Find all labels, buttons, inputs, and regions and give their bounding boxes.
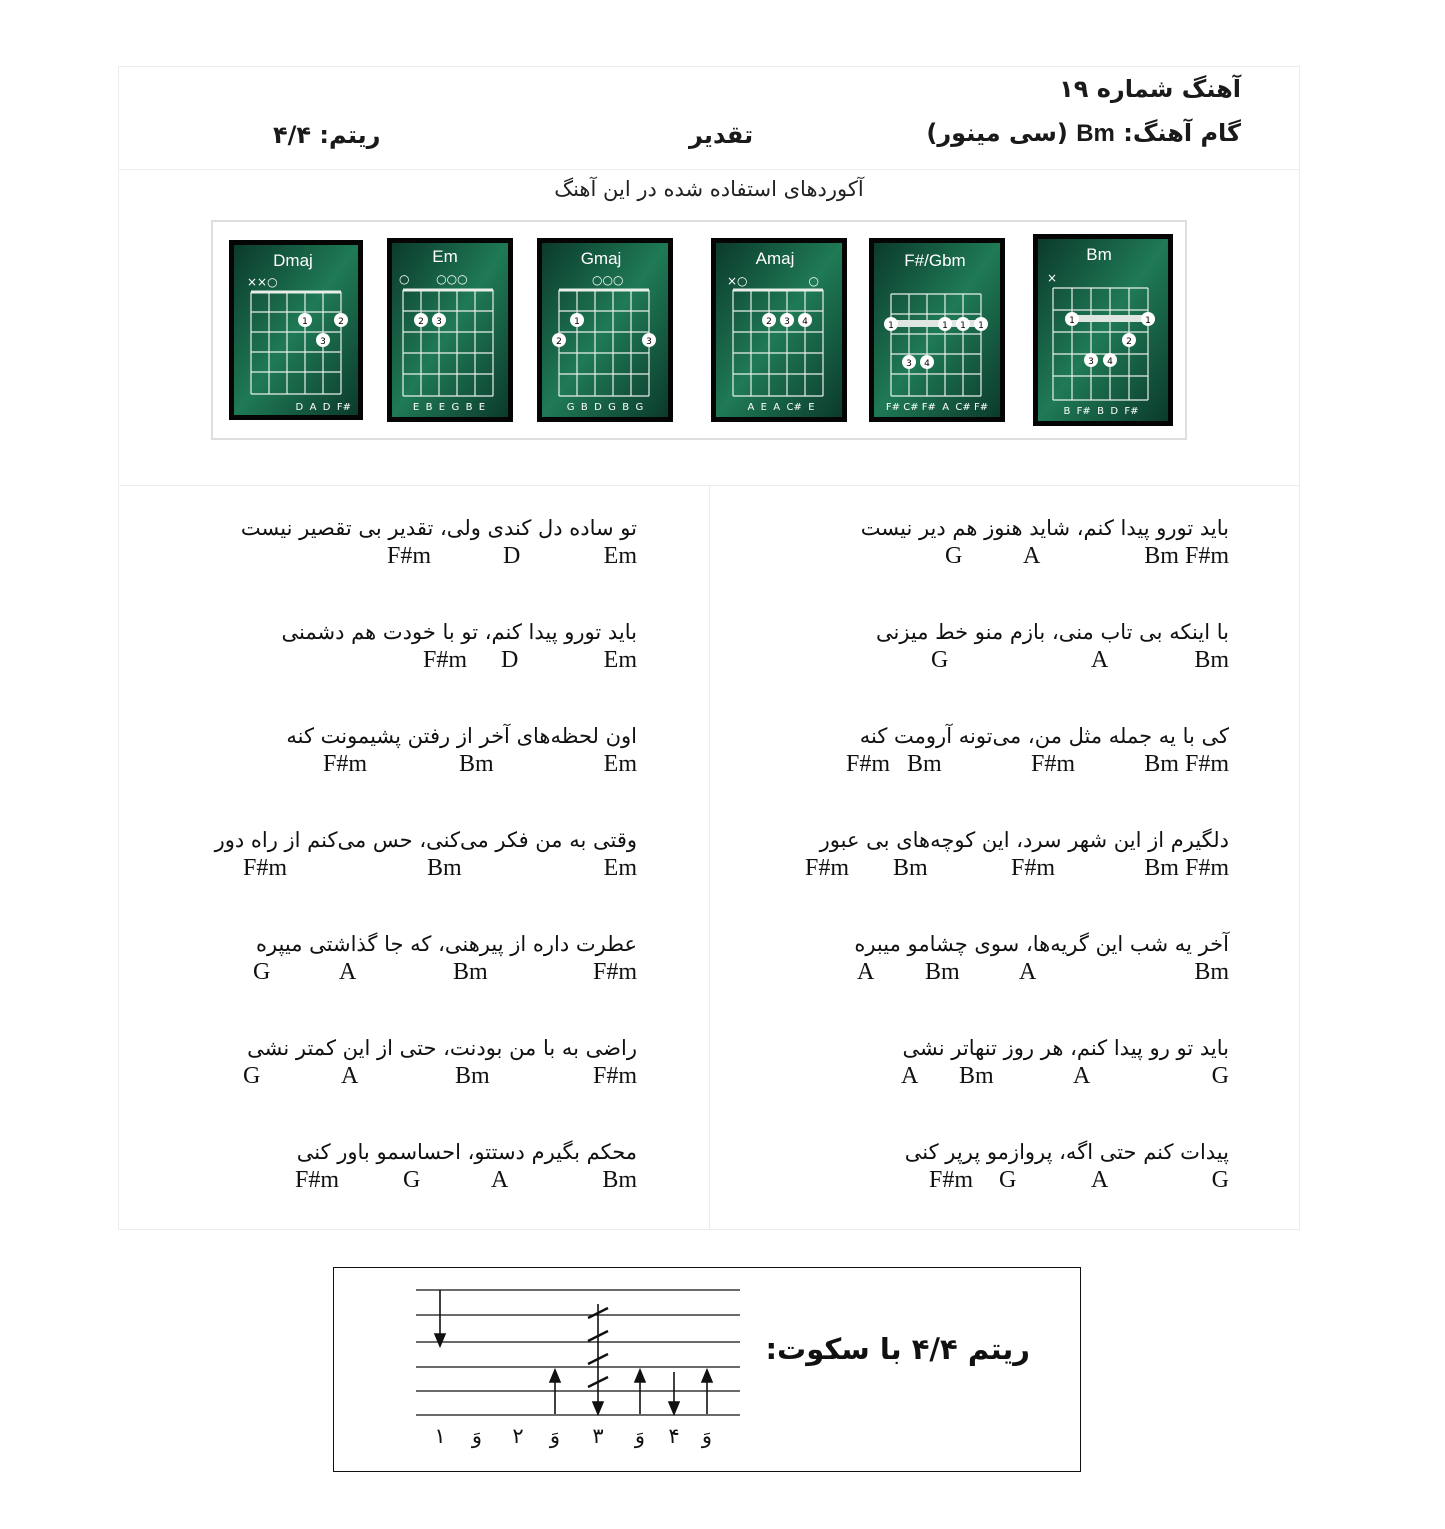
svg-text:3: 3 bbox=[906, 359, 912, 369]
chord-name: Dmaj bbox=[273, 251, 313, 270]
key-name: (سی مینور) bbox=[926, 119, 1068, 147]
chord-diagram-gmaj bbox=[537, 238, 673, 422]
chord-label: Bm bbox=[893, 855, 928, 881]
string-markers: × bbox=[1047, 271, 1058, 285]
string-notes: A E A C# E bbox=[747, 402, 815, 413]
svg-text:2: 2 bbox=[338, 317, 344, 327]
column-divider bbox=[709, 485, 710, 1229]
lyric-line: باید تورو پیدا کنم، شاید هنوز هم دیر نیست bbox=[860, 516, 1229, 540]
chord-diagram-amaj bbox=[711, 238, 847, 422]
chord-label: Bm bbox=[453, 959, 488, 985]
beat-count: ۴ bbox=[668, 1424, 680, 1448]
lyric-line: اون لحظه‌های آخر از رفتن پشیمونت کنه bbox=[286, 724, 637, 748]
chord-label: F#m bbox=[243, 855, 288, 881]
chord-label: A bbox=[901, 1063, 919, 1089]
chord-label: F#m bbox=[323, 751, 368, 777]
chord-label: Bm bbox=[459, 751, 494, 777]
svg-text:4: 4 bbox=[924, 359, 930, 369]
chord-name: Bm bbox=[1086, 245, 1112, 264]
chord-label: G bbox=[243, 1063, 261, 1089]
chord-label: Bm F#m bbox=[1144, 751, 1229, 777]
lyric-line: وقتی به من فکر می‌کنی، حس می‌کنم از راه دور bbox=[214, 828, 637, 852]
chord-label: F#m bbox=[1031, 751, 1076, 777]
lyric-line: محکم بگیرم دستتو، احساسمو باور کنی bbox=[296, 1140, 637, 1164]
beat-count: وَ bbox=[471, 1424, 483, 1448]
chord-label: Bm bbox=[907, 751, 942, 777]
svg-text:2: 2 bbox=[418, 317, 424, 327]
chord-label: A bbox=[339, 959, 357, 985]
svg-text:1: 1 bbox=[960, 321, 966, 331]
svg-text:1: 1 bbox=[978, 321, 984, 331]
chord-label: F#m bbox=[592, 1063, 637, 1089]
chord-label: G bbox=[945, 543, 963, 569]
rhythm-label: ریتم ۴/۴ با سکوت: bbox=[765, 1332, 1030, 1366]
verse-right-5 bbox=[809, 929, 1229, 985]
string-markers: ○○○ bbox=[592, 273, 624, 287]
chord-diagram-bm bbox=[1033, 234, 1173, 426]
svg-text:3: 3 bbox=[784, 317, 790, 327]
chord-label: F#m bbox=[929, 1167, 974, 1193]
string-markers: ××○ bbox=[247, 275, 278, 289]
svg-text:1: 1 bbox=[942, 321, 948, 331]
chord-name: Em bbox=[432, 247, 458, 266]
chord-label: D bbox=[503, 543, 521, 569]
verse-left-3 bbox=[217, 721, 637, 777]
svg-text:3: 3 bbox=[436, 317, 442, 327]
song-key bbox=[926, 119, 1241, 148]
verse-right-1 bbox=[809, 513, 1229, 569]
chord-label: G bbox=[999, 1167, 1017, 1193]
svg-text:2: 2 bbox=[556, 337, 562, 347]
chord-label: G bbox=[403, 1167, 421, 1193]
verse-right-6 bbox=[809, 1033, 1229, 1089]
chord-label: Bm bbox=[959, 1063, 994, 1089]
beat-count: وَ bbox=[634, 1424, 646, 1448]
chord-label: G bbox=[1211, 1063, 1229, 1089]
chord-label: Em bbox=[603, 855, 637, 881]
chord-label: F#m bbox=[592, 959, 637, 985]
svg-text:1: 1 bbox=[574, 317, 580, 327]
chord-label: Bm bbox=[925, 959, 960, 985]
lyric-line: راضی به با من بودنت، حتی از این کمتر نشی bbox=[247, 1036, 637, 1060]
verse-left-7 bbox=[217, 1137, 637, 1193]
verse-left-1 bbox=[217, 513, 637, 569]
verse-left-4 bbox=[214, 825, 637, 881]
string-notes: D A D F# bbox=[295, 402, 351, 413]
chords-caption: آکوردهای استفاده شده در این آهنگ bbox=[554, 177, 864, 201]
key-chord: Bm bbox=[1076, 120, 1115, 147]
chord-label: Bm bbox=[1194, 647, 1229, 673]
string-markers: ×○ ○ bbox=[727, 274, 820, 288]
lyric-line: عطرت داره از پیرهنی، که جا گذاشتی میپره bbox=[255, 932, 637, 956]
chord-label: A bbox=[857, 959, 875, 985]
svg-text:1: 1 bbox=[1145, 316, 1151, 326]
chord-label: A bbox=[341, 1063, 359, 1089]
chord-label: Bm F#m bbox=[1144, 543, 1229, 569]
verse-right-4 bbox=[805, 825, 1229, 881]
string-notes: G B D G B G bbox=[566, 402, 644, 413]
string-notes: F# C# F# A C# F# bbox=[885, 402, 989, 413]
verse-right-3 bbox=[809, 721, 1229, 777]
svg-text:2: 2 bbox=[766, 317, 772, 327]
chord-name: Amaj bbox=[755, 249, 795, 268]
chord-label: Bm bbox=[602, 1167, 637, 1193]
svg-text:1: 1 bbox=[888, 321, 894, 331]
svg-text:4: 4 bbox=[1107, 357, 1113, 367]
lyric-line: کی با یه جمله مثل من، می‌تونه آرومت کنه bbox=[859, 724, 1229, 748]
chord-label: F#m bbox=[846, 751, 891, 777]
verse-right-2 bbox=[809, 617, 1229, 673]
chord-diagram-em bbox=[387, 238, 513, 422]
chord-name: Gmaj bbox=[580, 249, 622, 268]
svg-text:2: 2 bbox=[1126, 337, 1132, 347]
string-notes: B F# B D F# bbox=[1063, 406, 1139, 417]
song-rhythm: ریتم: ۴/۴ bbox=[273, 121, 381, 149]
chord-label: D bbox=[501, 647, 519, 673]
chord-label: A bbox=[491, 1167, 509, 1193]
string-markers: ○ ○○○ bbox=[399, 272, 468, 286]
rhythm-pattern-box bbox=[333, 1267, 1081, 1472]
verse-right-7 bbox=[809, 1137, 1229, 1193]
chord-label: A bbox=[1019, 959, 1037, 985]
lyric-line: باید تورو پیدا کنم، تو با خودت هم دشمنی bbox=[281, 620, 637, 644]
chord-label: G bbox=[931, 647, 949, 673]
beat-count: وَ bbox=[701, 1424, 713, 1448]
chord-diagrams-strip bbox=[211, 220, 1187, 440]
chord-label: F#m bbox=[387, 543, 432, 569]
chord-label: Bm bbox=[427, 855, 462, 881]
song-sheet bbox=[118, 66, 1300, 1230]
chord-label: Em bbox=[603, 543, 637, 569]
chord-label: A bbox=[1091, 1167, 1109, 1193]
chord-label: A bbox=[1073, 1063, 1091, 1089]
chord-label: Em bbox=[603, 751, 637, 777]
lyric-line: تو ساده دل کندی ولی، تقدیر بی تقصیر نیست bbox=[240, 516, 637, 540]
chord-label: G bbox=[253, 959, 271, 985]
svg-text:1: 1 bbox=[302, 317, 308, 327]
beat-count: وَ bbox=[549, 1424, 561, 1448]
song-number: آهنگ شماره ۱۹ bbox=[1059, 75, 1241, 103]
lyric-line: آخر یه شب این گریه‌ها، سوی چشامو میبره bbox=[854, 932, 1229, 956]
chord-label: A bbox=[1023, 543, 1041, 569]
chord-label: Bm F#m bbox=[1144, 855, 1229, 881]
verse-left-5 bbox=[217, 929, 637, 985]
header-divider bbox=[119, 169, 1299, 170]
chord-label: A bbox=[1091, 647, 1109, 673]
key-label: گام آهنگ: bbox=[1123, 119, 1241, 147]
lyric-line: پیدات کنم حتی اگه، پروازمو پرپر کنی bbox=[904, 1140, 1229, 1164]
chord-label: Bm bbox=[1194, 959, 1229, 985]
chord-label: F#m bbox=[423, 647, 468, 673]
svg-text:3: 3 bbox=[320, 337, 326, 347]
verse-left-6 bbox=[217, 1033, 637, 1089]
chord-diagram-dmaj bbox=[229, 240, 363, 420]
chord-label: Bm bbox=[455, 1063, 490, 1089]
chord-label: F#m bbox=[1011, 855, 1056, 881]
string-notes: E B E G B E bbox=[412, 402, 486, 413]
chord-name: F#/Gbm bbox=[904, 251, 966, 270]
svg-text:3: 3 bbox=[646, 337, 652, 347]
beat-count: ۳ bbox=[592, 1424, 604, 1448]
svg-text:1: 1 bbox=[1069, 316, 1075, 326]
chord-label: Em bbox=[603, 647, 637, 673]
lyric-line: دلگیرم از این شهر سرد، این کوچه‌های بی عبور bbox=[819, 828, 1229, 852]
chord-label: F#m bbox=[295, 1167, 340, 1193]
song-title: تقدیر bbox=[689, 121, 754, 149]
beat-count: ۲ bbox=[512, 1424, 524, 1448]
chord-label: G bbox=[1211, 1167, 1229, 1193]
lyric-line: با اینکه بی تاب منی، بازم منو خط میزنی bbox=[875, 620, 1229, 644]
svg-text:3: 3 bbox=[1088, 357, 1094, 367]
chord-label: F#m bbox=[805, 855, 850, 881]
chord-diagram-fsharp-gbm bbox=[869, 238, 1005, 422]
lyric-line: باید تو رو پیدا کنم، هر روز تنهاتر نشی bbox=[902, 1036, 1229, 1060]
verse-left-2 bbox=[217, 617, 637, 673]
svg-text:4: 4 bbox=[802, 317, 808, 327]
beat-count: ۱ bbox=[434, 1424, 446, 1448]
